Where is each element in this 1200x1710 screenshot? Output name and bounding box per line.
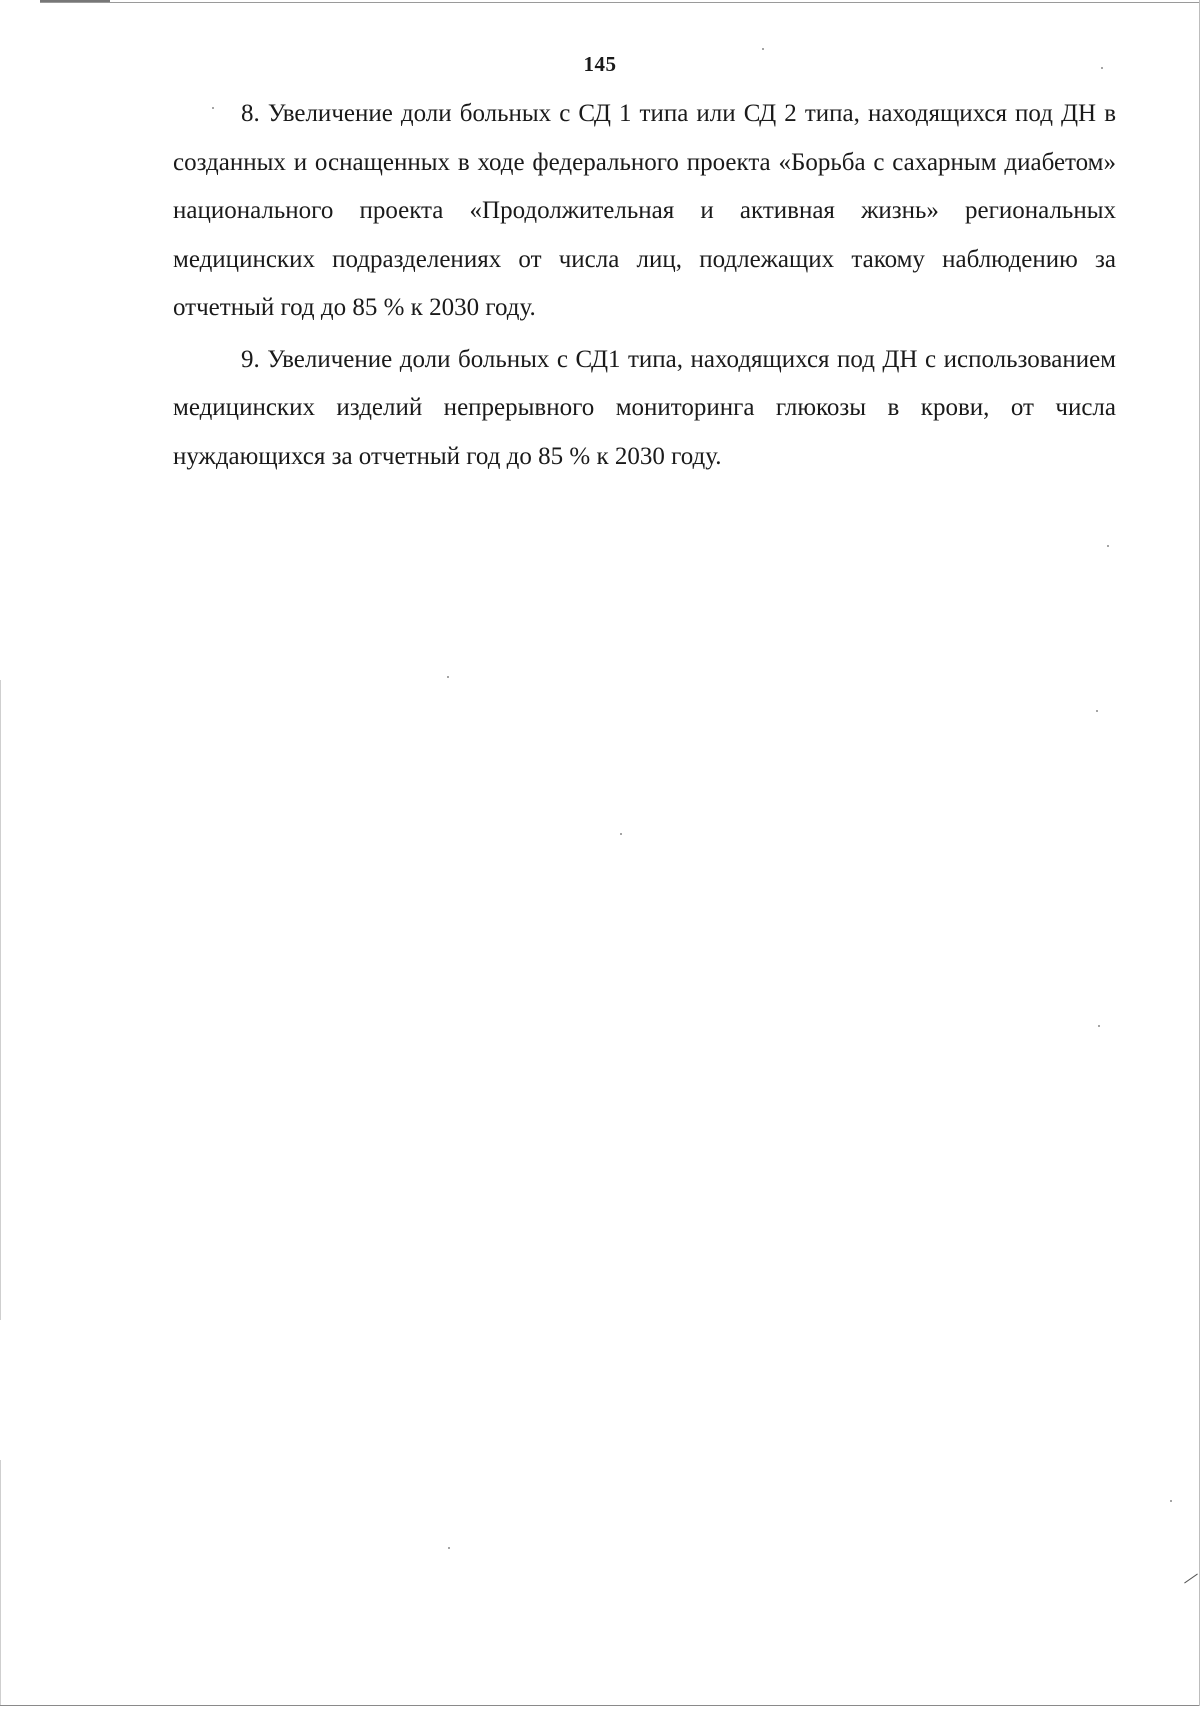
scan-edge-top <box>40 2 1200 3</box>
scan-speck <box>447 676 449 678</box>
scan-speck <box>1098 1025 1100 1027</box>
paragraph-item-8: 8. Увеличение доли больных с СД 1 типа или СД 2 типа, находящихся под ДН в созданных и оснащенных в ходе федерального проекта «Борьба с сахарным диабетом» национального проекта «Продолжительная и активная жизнь» региональных медицинских подразделениях от числа лиц, подлежащих такому наблюдению за отчетный год до 85 % к 2030 году. <box>173 100 1116 321</box>
scan-edge-mark <box>40 0 110 2</box>
scan-speck <box>620 833 622 835</box>
scan-speck <box>1170 1500 1172 1502</box>
scan-edge-bottom <box>0 1705 1200 1706</box>
page-number: 145 <box>583 52 617 76</box>
scan-speck <box>1107 545 1109 547</box>
scan-edge-left <box>0 1460 1 1705</box>
scan-speck <box>1096 710 1098 712</box>
scan-edge-left <box>0 680 1 1320</box>
paragraph-item-9: 9. Увеличение доли больных с СД1 типа, находящихся под ДН с использованием медицинских изделий непрерывного мониторинга глюкозы в крови, от числа нуждающихся за отчетный год до 85 % к 2030 году. <box>173 345 1116 470</box>
scan-speck <box>448 1547 450 1549</box>
pen-mark <box>1184 1574 1198 1584</box>
scan-speck <box>762 48 764 50</box>
document-body <box>173 90 1116 484</box>
